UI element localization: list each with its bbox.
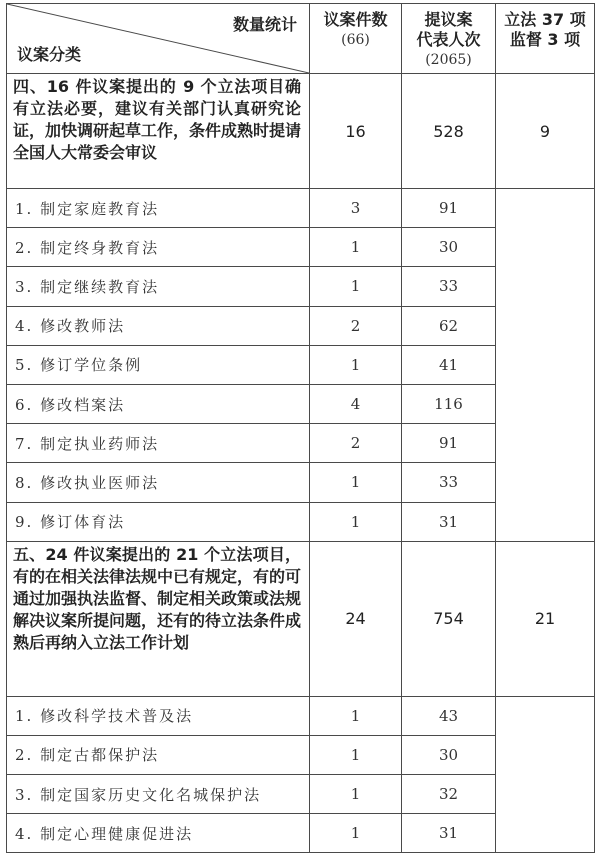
item-reps-count: 33 bbox=[402, 463, 496, 502]
item-name: 4. 修改教师法 bbox=[7, 306, 310, 345]
items-label-line2: 监督 3 项 bbox=[509, 30, 581, 49]
item-name: 8. 修改执业医师法 bbox=[7, 463, 310, 502]
reps-count-total: (2065) bbox=[425, 52, 472, 68]
items-label-line1: 立法 37 项 bbox=[504, 10, 586, 29]
reps-count-header bbox=[402, 4, 496, 74]
group-description: 五、24 件议案提出的 21 个立法项目，有的在相关法律法规中已有规定，有的可通过加强执法监督、制定相关政策或法规解决议案所提问题，还有的待立法条件成熟后再纳入立法工作计划 bbox=[7, 541, 310, 696]
group-reps-count: 528 bbox=[402, 74, 496, 189]
header-row bbox=[7, 4, 595, 74]
corner-top-label: 数量统计 bbox=[232, 15, 297, 34]
item-name: 4. 制定心理健康促进法 bbox=[7, 814, 310, 853]
group-row-5 bbox=[7, 541, 595, 696]
item-bills-count: 1 bbox=[310, 696, 402, 735]
item-reps-count: 116 bbox=[402, 384, 496, 423]
group-bills-count: 16 bbox=[310, 74, 402, 189]
item-bills-count: 1 bbox=[310, 345, 402, 384]
item-bills-count: 1 bbox=[310, 267, 402, 306]
item-reps-count: 33 bbox=[402, 267, 496, 306]
item-name: 7. 制定执业药师法 bbox=[7, 424, 310, 463]
item-bills-count: 1 bbox=[310, 463, 402, 502]
reps-count-label-line1: 提议案 bbox=[424, 10, 473, 29]
item-bills-count: 3 bbox=[310, 189, 402, 228]
item-name: 1. 修改科学技术普及法 bbox=[7, 696, 310, 735]
items-header bbox=[496, 4, 595, 74]
group-description: 四、16 件议案提出的 9 个立法项目确有立法必要，建议有关部门认真研究论证，加快调研起草工作，条件成熟时提请全国人大常委会审议 bbox=[7, 74, 310, 189]
table-row bbox=[7, 696, 595, 735]
bills-count-header bbox=[310, 4, 402, 74]
item-bills-count: 2 bbox=[310, 306, 402, 345]
group-items-count: 21 bbox=[496, 541, 595, 696]
merged-blank-cell bbox=[496, 189, 595, 542]
item-reps-count: 91 bbox=[402, 189, 496, 228]
bills-count-label: 议案件数 bbox=[323, 10, 388, 29]
bill-statistics-table bbox=[6, 3, 595, 853]
item-bills-count: 1 bbox=[310, 814, 402, 853]
item-name: 3. 制定继续教育法 bbox=[7, 267, 310, 306]
reps-count-label-line2: 代表人次 bbox=[416, 30, 481, 49]
item-reps-count: 32 bbox=[402, 775, 496, 814]
item-reps-count: 30 bbox=[402, 228, 496, 267]
item-bills-count: 1 bbox=[310, 502, 402, 541]
item-reps-count: 31 bbox=[402, 502, 496, 541]
item-reps-count: 43 bbox=[402, 696, 496, 735]
group-bills-count: 24 bbox=[310, 541, 402, 696]
group-row-4 bbox=[7, 74, 595, 189]
item-name: 9. 修订体育法 bbox=[7, 502, 310, 541]
item-reps-count: 41 bbox=[402, 345, 496, 384]
merged-blank-cell bbox=[496, 696, 595, 853]
item-name: 3. 制定国家历史文化名城保护法 bbox=[7, 775, 310, 814]
item-bills-count: 1 bbox=[310, 775, 402, 814]
corner-header-cell bbox=[7, 4, 310, 74]
item-name: 2. 制定终身教育法 bbox=[7, 228, 310, 267]
item-name: 6. 修改档案法 bbox=[7, 384, 310, 423]
bills-count-total: (66) bbox=[341, 32, 370, 48]
item-reps-count: 62 bbox=[402, 306, 496, 345]
item-name: 5. 修订学位条例 bbox=[7, 345, 310, 384]
group-reps-count: 754 bbox=[402, 541, 496, 696]
item-bills-count: 2 bbox=[310, 424, 402, 463]
item-bills-count: 1 bbox=[310, 735, 402, 774]
item-reps-count: 30 bbox=[402, 735, 496, 774]
item-reps-count: 91 bbox=[402, 424, 496, 463]
item-name: 1. 制定家庭教育法 bbox=[7, 189, 310, 228]
item-bills-count: 1 bbox=[310, 228, 402, 267]
item-reps-count: 31 bbox=[402, 814, 496, 853]
item-name: 2. 制定古都保护法 bbox=[7, 735, 310, 774]
corner-bottom-label: 议案分类 bbox=[17, 45, 82, 64]
group-items-count: 9 bbox=[496, 74, 595, 189]
item-bills-count: 4 bbox=[310, 384, 402, 423]
table-row bbox=[7, 189, 595, 228]
